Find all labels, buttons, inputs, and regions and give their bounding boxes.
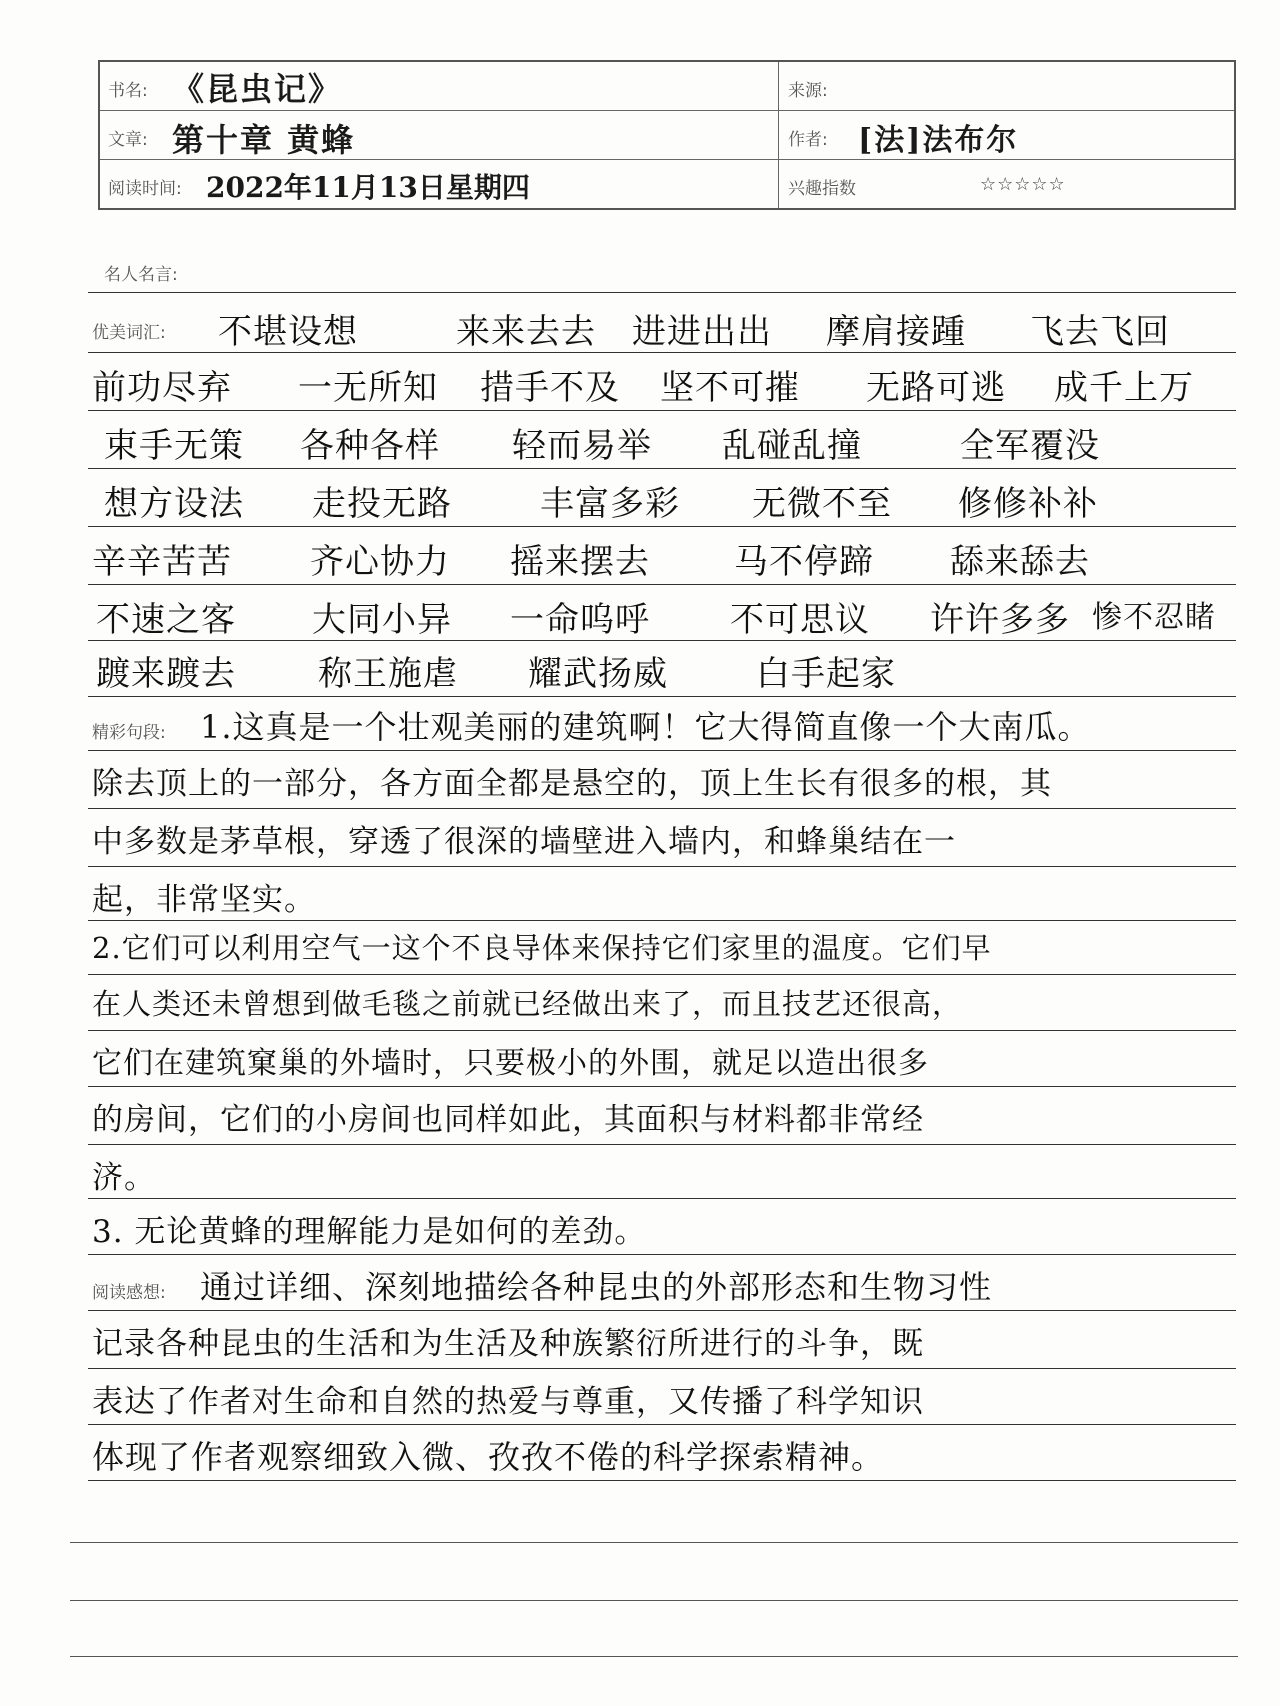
passages-label: 精彩句段:: [92, 723, 166, 743]
interest-stars: ☆☆☆☆☆: [980, 174, 1066, 195]
rule-line: [88, 1254, 1236, 1255]
article-label: 文章:: [108, 130, 148, 150]
rule-line: [88, 1310, 1236, 1311]
word-item: 走投无路: [312, 484, 452, 524]
rule-line: [88, 808, 1236, 809]
words-label: 优美词汇:: [92, 323, 166, 343]
word-item: 全军覆没: [960, 426, 1100, 466]
word-item: 措手不及: [480, 368, 620, 408]
rule-line: [88, 352, 1236, 353]
word-item: 齐心协力: [310, 542, 450, 582]
passage-line: 除去顶上的一部分，各方面全都是悬空的，顶上生长有很多的根，其: [92, 766, 1052, 802]
word-item: 坚不可摧: [660, 368, 800, 408]
rule-line: [88, 292, 1236, 293]
word-item: 辛辛苦苦: [92, 542, 232, 582]
word-item: 想方设法: [104, 484, 244, 524]
time-value: 2022年11月13日星期四: [206, 171, 530, 204]
author-value: [法]法布尔: [858, 123, 1019, 158]
rule-line: [88, 920, 1236, 921]
rule-line: [88, 866, 1236, 867]
thought-line: 通过详细、深刻地描绘各种昆虫的外部形态和生物习性: [200, 1268, 993, 1306]
passage-line: 1.这真是一个壮观美丽的建筑啊！它大得简直像一个大南瓜。: [200, 708, 1091, 746]
word-item: 飞去飞回: [1030, 312, 1170, 352]
rule-line: [70, 1600, 1238, 1601]
word-item: 乱碰乱撞: [722, 426, 862, 466]
passage-line: 起，非常坚实。: [92, 882, 316, 918]
word-item: 无路可逃: [866, 368, 1006, 408]
word-item: 进进出出: [632, 312, 772, 352]
word-item: 大同小异: [312, 600, 452, 640]
rule-line: [88, 1424, 1236, 1425]
word-item: 不堪设想: [218, 312, 358, 352]
word-item: 修修补补: [958, 484, 1098, 524]
source-label: 来源:: [788, 81, 828, 101]
book-value: 《昆虫记》: [172, 70, 343, 108]
rule-line: [88, 1368, 1236, 1369]
rule-line: [88, 410, 1236, 411]
author-label: 作者:: [788, 130, 828, 150]
rule-line: [88, 696, 1236, 697]
rule-line: [88, 974, 1236, 975]
passage-line: 济。: [92, 1160, 156, 1196]
word-item: 舔来舔去: [950, 542, 1090, 582]
quotes-label: 名人名言:: [104, 265, 178, 285]
rule-line: [88, 468, 1236, 469]
rule-line: [88, 1198, 1236, 1199]
article-value: 第十章 黄蜂: [172, 121, 356, 159]
rule-line: [88, 1480, 1236, 1481]
thought-line: 体现了作者观察细致入微、孜孜不倦的科学探索精神。: [92, 1438, 885, 1476]
word-item: 无微不至: [752, 484, 892, 524]
rule-line: [70, 1656, 1238, 1657]
rule-line: [88, 750, 1236, 751]
passage-line: 3. 无论黄蜂的理解能力是如何的差劲。: [92, 1214, 647, 1250]
thoughts-label: 阅读感想:: [92, 1283, 166, 1303]
word-item: 许许多多: [930, 600, 1070, 640]
thought-line: 记录各种昆虫的生活和为生活及种族繁衍所进行的斗争，既: [92, 1326, 924, 1362]
rule-line: [70, 1542, 1238, 1543]
book-label: 书名:: [108, 81, 148, 101]
interest-label: 兴趣指数: [788, 179, 856, 199]
info-table: [98, 60, 1236, 210]
word-item: 耀武扬威: [528, 654, 668, 694]
rule-line: [88, 1144, 1236, 1145]
rule-line: [88, 640, 1236, 641]
info-row-article: [100, 111, 1234, 160]
word-item: 摩肩接踵: [826, 312, 966, 352]
info-row-time: [100, 160, 1234, 210]
passage-line: 的房间，它们的小房间也同样如此，其面积与材料都非常经: [92, 1102, 924, 1138]
word-item: 一命呜呼: [510, 600, 650, 640]
word-item: 踱来踱去: [96, 654, 236, 694]
table-divider: [778, 62, 779, 208]
word-item: 摇来摆去: [510, 542, 650, 582]
word-item: 不速之客: [96, 600, 236, 640]
thought-line: 表达了作者对生命和自然的热爱与尊重，又传播了科学知识: [92, 1384, 924, 1420]
word-item: 马不停蹄: [734, 542, 874, 582]
word-item: 各种各样: [300, 426, 440, 466]
word-item: 白手起家: [756, 654, 896, 694]
rule-line: [88, 584, 1236, 585]
word-item: 束手无策: [104, 426, 244, 466]
word-item: 不可思议: [730, 600, 870, 640]
word-item: 前功尽弃: [92, 368, 232, 408]
passage-line: 中多数是茅草根，穿透了很深的墙壁进入墙内，和蜂巢结在一: [92, 824, 956, 860]
word-item: 称王施虐: [318, 654, 458, 694]
rule-line: [88, 1030, 1236, 1031]
word-item: 惨不忍睹: [1092, 600, 1216, 635]
info-row-book: [100, 62, 1234, 111]
time-label: 阅读时间:: [108, 179, 182, 199]
passage-line: 它们在建筑窠巢的外墙时，只要极小的外围，就足以造出很多: [92, 1046, 929, 1081]
rule-line: [88, 526, 1236, 527]
word-item: 来来去去: [456, 312, 596, 352]
passage-line: 2.它们可以利用空气一这个不良导体来保持它们家里的温度。它们早: [92, 931, 992, 965]
rule-line: [88, 1086, 1236, 1087]
word-item: 丰富多彩: [540, 484, 680, 524]
word-item: 轻而易举: [512, 426, 652, 466]
passage-line: 在人类还未曾想到做毛毯之前就已经做出来了，而且技艺还很高，: [92, 987, 963, 1021]
word-item: 一无所知: [298, 368, 438, 408]
word-item: 成千上万: [1054, 368, 1194, 408]
